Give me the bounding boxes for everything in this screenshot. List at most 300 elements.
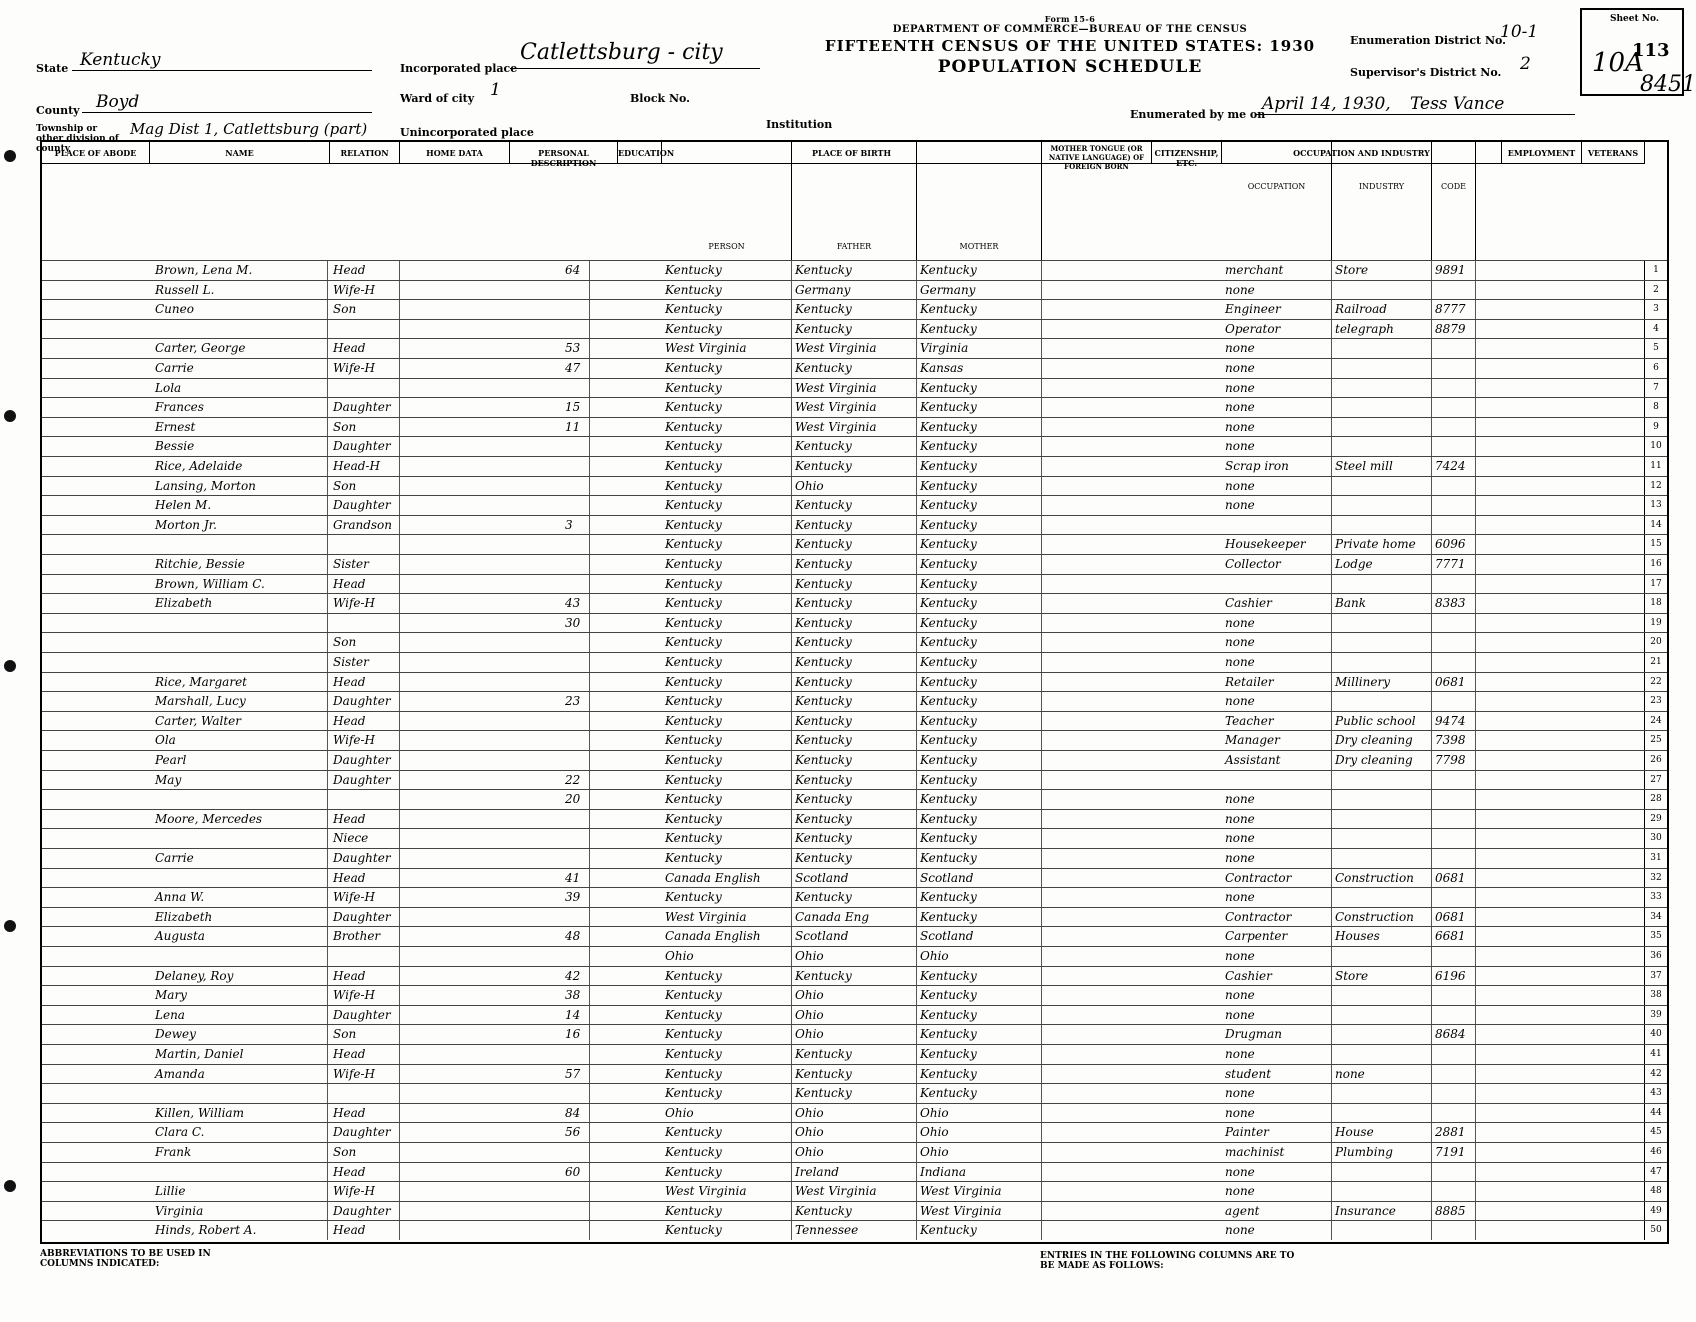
mother-birthplace-cell: Kentucky — [917, 1025, 1042, 1044]
person-birthplace-cell: Kentucky — [662, 300, 792, 319]
age-cell — [562, 379, 590, 398]
line-number: 22 — [1644, 673, 1667, 692]
age-cell — [562, 320, 590, 339]
table-row — [42, 299, 1667, 319]
code-cell: 6096 — [1432, 535, 1476, 554]
industry-cell — [1332, 1006, 1432, 1025]
stamp-number: 113 — [1632, 40, 1670, 61]
age-cell — [562, 829, 590, 848]
name-cell: Clara C. — [152, 1123, 328, 1142]
person-birthplace-cell: Kentucky — [662, 849, 792, 868]
name-cell: Mary — [152, 986, 328, 1005]
occupation-cell: Housekeeper — [1222, 535, 1332, 554]
relation-cell: Head — [330, 339, 400, 358]
table-row — [42, 828, 1667, 848]
mother-birthplace-cell: Kentucky — [917, 790, 1042, 809]
person-birthplace-cell: Kentucky — [662, 516, 792, 535]
line-number: 31 — [1644, 849, 1667, 868]
industry-cell: Dry cleaning — [1332, 731, 1432, 750]
code-cell — [1432, 1065, 1476, 1084]
punch-hole — [4, 920, 16, 932]
code-cell — [1432, 1045, 1476, 1064]
line-number: 15 — [1644, 535, 1667, 554]
person-birthplace-cell: Kentucky — [662, 1065, 792, 1084]
code-cell — [1432, 947, 1476, 966]
occupation-cell: none — [1222, 692, 1332, 711]
father-birthplace-cell: Kentucky — [792, 359, 917, 378]
code-cell: 0681 — [1432, 869, 1476, 888]
line-number: 23 — [1644, 692, 1667, 711]
father-birthplace-cell: Kentucky — [792, 1045, 917, 1064]
person-birthplace-cell: Kentucky — [662, 1123, 792, 1142]
age-cell — [562, 535, 590, 554]
industry-cell: Store — [1332, 261, 1432, 280]
industry-cell — [1332, 947, 1432, 966]
father-birthplace-cell: Germany — [792, 281, 917, 300]
industry-cell — [1332, 1104, 1432, 1123]
name-cell — [152, 614, 328, 633]
name-cell: Frank — [152, 1143, 328, 1162]
relation-cell: Head — [330, 712, 400, 731]
col-code: CODE — [1432, 142, 1476, 260]
line-number: 40 — [1644, 1025, 1667, 1044]
code-cell — [1432, 810, 1476, 829]
relation-cell: Daughter — [330, 1123, 400, 1142]
group-name: NAME — [150, 142, 330, 164]
relation-cell: Niece — [330, 829, 400, 848]
industry-cell — [1332, 281, 1432, 300]
mother-birthplace-cell: Kentucky — [917, 692, 1042, 711]
industry-cell — [1332, 1045, 1432, 1064]
age-cell: 48 — [562, 927, 590, 946]
age-cell — [562, 300, 590, 319]
person-birthplace-cell: Kentucky — [662, 320, 792, 339]
table-row — [42, 534, 1667, 554]
relation-cell: Head — [330, 1221, 400, 1240]
relation-cell: Daughter — [330, 849, 400, 868]
census-title: FIFTEENTH CENSUS OF THE UNITED STATES: 1930 — [824, 37, 1316, 55]
code-cell — [1432, 281, 1476, 300]
relation-cell: Wife-H — [330, 594, 400, 613]
name-cell — [152, 790, 328, 809]
name-cell: Virginia — [152, 1202, 328, 1221]
name-cell — [152, 869, 328, 888]
name-cell: Morton Jr. — [152, 516, 328, 535]
block-label: Block No. — [630, 92, 690, 105]
father-birthplace-cell: Kentucky — [792, 849, 917, 868]
table-row — [42, 554, 1667, 574]
relation-cell: Head — [330, 1104, 400, 1123]
table-row — [42, 750, 1667, 770]
table-row — [42, 574, 1667, 594]
occupation-cell: merchant — [1222, 261, 1332, 280]
line-number: 13 — [1644, 496, 1667, 515]
name-cell: Moore, Mercedes — [152, 810, 328, 829]
name-cell: Martin, Daniel — [152, 1045, 328, 1064]
line-number: 41 — [1644, 1045, 1667, 1064]
father-birthplace-cell: Kentucky — [792, 535, 917, 554]
code-cell — [1432, 849, 1476, 868]
occupation-cell: none — [1222, 281, 1332, 300]
code-cell — [1432, 516, 1476, 535]
code-cell — [1432, 653, 1476, 672]
schedule-title: POPULATION SCHEDULE — [937, 57, 1203, 77]
person-birthplace-cell: West Virginia — [662, 1182, 792, 1201]
code-cell — [1432, 1221, 1476, 1240]
name-cell: Lena — [152, 1006, 328, 1025]
name-cell: Ritchie, Bessie — [152, 555, 328, 574]
age-cell — [562, 575, 590, 594]
table-row — [42, 378, 1667, 398]
father-birthplace-cell: Kentucky — [792, 614, 917, 633]
occupation-cell: none — [1222, 1221, 1332, 1240]
code-cell — [1432, 339, 1476, 358]
age-cell: 11 — [562, 418, 590, 437]
relation-cell: Daughter — [330, 496, 400, 515]
relation-cell: Head-H — [330, 457, 400, 476]
person-birthplace-cell: Kentucky — [662, 281, 792, 300]
father-birthplace-cell: Scotland — [792, 869, 917, 888]
name-cell: Elizabeth — [152, 908, 328, 927]
occupation-cell: none — [1222, 653, 1332, 672]
relation-cell: Daughter — [330, 1006, 400, 1025]
name-cell — [152, 1163, 328, 1182]
industry-cell — [1332, 1025, 1432, 1044]
mother-birthplace-cell: Kentucky — [917, 673, 1042, 692]
name-cell: Rice, Margaret — [152, 673, 328, 692]
industry-cell — [1332, 771, 1432, 790]
table-row — [42, 397, 1667, 417]
relation-cell — [330, 379, 400, 398]
father-birthplace-cell: West Virginia — [792, 418, 917, 437]
person-birthplace-cell: Kentucky — [662, 1025, 792, 1044]
line-number: 33 — [1644, 888, 1667, 907]
line-number: 12 — [1644, 477, 1667, 496]
col-occupation: OCCUPATION — [1222, 142, 1332, 260]
line-number: 47 — [1644, 1163, 1667, 1182]
father-birthplace-cell: Ohio — [792, 1143, 917, 1162]
age-cell: 84 — [562, 1104, 590, 1123]
industry-cell — [1332, 888, 1432, 907]
industry-cell — [1332, 339, 1432, 358]
mother-birthplace-cell: Kentucky — [917, 418, 1042, 437]
occupation-cell: Engineer — [1222, 300, 1332, 319]
name-cell: Lansing, Morton — [152, 477, 328, 496]
mother-birthplace-cell: West Virginia — [917, 1182, 1042, 1201]
table-row — [42, 985, 1667, 1005]
table-row — [42, 1024, 1667, 1044]
occupation-cell: none — [1222, 829, 1332, 848]
code-cell — [1432, 398, 1476, 417]
father-birthplace-cell: Kentucky — [792, 712, 917, 731]
line-number: 8 — [1644, 398, 1667, 417]
age-cell — [562, 849, 590, 868]
table-row — [42, 926, 1667, 946]
mother-birthplace-cell: Scotland — [917, 927, 1042, 946]
occupation-cell: Contractor — [1222, 908, 1332, 927]
group-place-of-abode: PLACE OF ABODE — [42, 142, 150, 164]
person-birthplace-cell: Ohio — [662, 1104, 792, 1123]
age-cell: 38 — [562, 986, 590, 1005]
father-birthplace-cell: Kentucky — [792, 261, 917, 280]
age-cell — [562, 1084, 590, 1103]
relation-cell — [330, 535, 400, 554]
name-cell: Anna W. — [152, 888, 328, 907]
name-cell: Carrie — [152, 849, 328, 868]
industry-cell — [1332, 849, 1432, 868]
group-occupation: OCCUPATION AND INDUSTRY — [1222, 142, 1502, 164]
code-cell: 8885 — [1432, 1202, 1476, 1221]
mother-birthplace-cell: Ohio — [917, 1123, 1042, 1142]
relation-cell: Wife-H — [330, 359, 400, 378]
mother-birthplace-cell: Kentucky — [917, 477, 1042, 496]
occupation-cell: agent — [1222, 1202, 1332, 1221]
person-birthplace-cell: Kentucky — [662, 712, 792, 731]
occupation-cell: none — [1222, 888, 1332, 907]
line-number: 48 — [1644, 1182, 1667, 1201]
code-cell — [1432, 359, 1476, 378]
father-birthplace-cell: Kentucky — [792, 1065, 917, 1084]
occupation-cell — [1222, 516, 1332, 535]
table-row — [42, 1162, 1667, 1182]
industry-cell — [1332, 496, 1432, 515]
age-cell — [562, 712, 590, 731]
mother-birthplace-cell: Kentucky — [917, 535, 1042, 554]
incorporated-label: Incorporated place — [400, 62, 518, 75]
age-cell — [562, 653, 590, 672]
mother-birthplace-cell: Scotland — [917, 869, 1042, 888]
name-cell: Killen, William — [152, 1104, 328, 1123]
relation-cell: Daughter — [330, 398, 400, 417]
occupation-cell: none — [1222, 379, 1332, 398]
line-number: 18 — [1644, 594, 1667, 613]
name-cell — [152, 633, 328, 652]
entries-label: ENTRIES IN THE FOLLOWING COLUMNS ARE TO BE MADE AS FOLLOWS: — [1040, 1251, 1295, 1271]
table-row — [42, 789, 1667, 809]
code-cell: 8777 — [1432, 300, 1476, 319]
father-birthplace-cell: Kentucky — [792, 1202, 917, 1221]
relation-cell: Wife-H — [330, 888, 400, 907]
father-birthplace-cell: Kentucky — [792, 516, 917, 535]
line-number: 26 — [1644, 751, 1667, 770]
code-cell: 7191 — [1432, 1143, 1476, 1162]
line-number: 2 — [1644, 281, 1667, 300]
person-birthplace-cell: Kentucky — [662, 633, 792, 652]
table-row — [42, 730, 1667, 750]
mother-birthplace-cell: Kentucky — [917, 633, 1042, 652]
industry-cell — [1332, 653, 1432, 672]
corner-note: 8451 — [1640, 72, 1696, 97]
line-number: 37 — [1644, 967, 1667, 986]
line-number: 14 — [1644, 516, 1667, 535]
occupation-cell: Cashier — [1222, 967, 1332, 986]
mother-birthplace-cell: Kentucky — [917, 1045, 1042, 1064]
mother-birthplace-cell: Indiana — [917, 1163, 1042, 1182]
industry-cell: Steel mill — [1332, 457, 1432, 476]
table-row — [42, 593, 1667, 613]
line-number: 39 — [1644, 1006, 1667, 1025]
mother-birthplace-cell: Kentucky — [917, 653, 1042, 672]
father-birthplace-cell: Kentucky — [792, 575, 917, 594]
table-row — [42, 907, 1667, 927]
father-birthplace-cell: Ohio — [792, 947, 917, 966]
code-cell — [1432, 633, 1476, 652]
relation-cell: Grandson — [330, 516, 400, 535]
age-cell — [562, 633, 590, 652]
code-cell — [1432, 614, 1476, 633]
table-row — [42, 436, 1667, 456]
father-birthplace-cell: Kentucky — [792, 555, 917, 574]
code-cell: 8383 — [1432, 594, 1476, 613]
industry-cell — [1332, 398, 1432, 417]
code-cell: 6681 — [1432, 927, 1476, 946]
age-cell: 15 — [562, 398, 590, 417]
code-cell: 6196 — [1432, 967, 1476, 986]
punch-hole — [4, 1180, 16, 1192]
sheet-value: 10A — [1592, 48, 1644, 78]
table-row — [42, 456, 1667, 476]
person-birthplace-cell: Kentucky — [662, 888, 792, 907]
occupation-cell: Assistant — [1222, 751, 1332, 770]
code-cell — [1432, 1084, 1476, 1103]
father-birthplace-cell: Kentucky — [792, 692, 917, 711]
table-row — [42, 1083, 1667, 1103]
line-number: 7 — [1644, 379, 1667, 398]
mother-birthplace-cell: Kentucky — [917, 986, 1042, 1005]
relation-cell: Wife-H — [330, 1182, 400, 1201]
mother-birthplace-cell: Kansas — [917, 359, 1042, 378]
mother-birthplace-cell: Kentucky — [917, 457, 1042, 476]
mother-birthplace-cell: Kentucky — [917, 1084, 1042, 1103]
person-birthplace-cell: Kentucky — [662, 1202, 792, 1221]
age-cell — [562, 751, 590, 770]
father-birthplace-cell: Scotland — [792, 927, 917, 946]
relation-cell: Wife-H — [330, 281, 400, 300]
group-personal: PERSONAL DESCRIPTION — [510, 142, 618, 164]
mother-birthplace-cell: Kentucky — [917, 437, 1042, 456]
mother-birthplace-cell: Kentucky — [917, 967, 1042, 986]
code-cell — [1432, 437, 1476, 456]
supervisor-value: 2 — [1520, 54, 1531, 74]
line-number: 35 — [1644, 927, 1667, 946]
mother-birthplace-cell: Ohio — [917, 1143, 1042, 1162]
line-number: 3 — [1644, 300, 1667, 319]
occupation-cell: none — [1222, 614, 1332, 633]
enum-district-label: Enumeration District No. — [1350, 34, 1506, 47]
supervisor-label: Supervisor's District No. — [1350, 66, 1502, 79]
name-cell: Ola — [152, 731, 328, 750]
relation-cell — [330, 1084, 400, 1103]
mother-birthplace-cell: Kentucky — [917, 398, 1042, 417]
unincorporated-label: Unincorporated place — [400, 126, 534, 139]
person-birthplace-cell: Kentucky — [662, 1221, 792, 1240]
father-birthplace-cell: Kentucky — [792, 810, 917, 829]
relation-cell: Head — [330, 1163, 400, 1182]
table-row — [42, 848, 1667, 868]
line-number: 1 — [1644, 261, 1667, 280]
township-label: Township or other division of county — [36, 124, 119, 154]
code-cell — [1432, 575, 1476, 594]
industry-cell — [1332, 986, 1432, 1005]
father-birthplace-cell: Kentucky — [792, 790, 917, 809]
occupation-cell: Drugman — [1222, 1025, 1332, 1044]
occupation-cell: Collector — [1222, 555, 1332, 574]
age-cell — [562, 457, 590, 476]
industry-cell: Dry cleaning — [1332, 751, 1432, 770]
occupation-cell: Manager — [1222, 731, 1332, 750]
occupation-cell: machinist — [1222, 1143, 1332, 1162]
person-birthplace-cell: Kentucky — [662, 575, 792, 594]
relation-cell — [330, 320, 400, 339]
industry-cell: Railroad — [1332, 300, 1432, 319]
occupation-cell: none — [1222, 1045, 1332, 1064]
person-birthplace-cell: Kentucky — [662, 1084, 792, 1103]
industry-cell — [1332, 359, 1432, 378]
father-birthplace-cell: Tennessee — [792, 1221, 917, 1240]
father-birthplace-cell: Kentucky — [792, 437, 917, 456]
occupation-cell: student — [1222, 1065, 1332, 1084]
enumerator-name: Tess Vance — [1410, 94, 1505, 114]
table-row — [42, 476, 1667, 496]
age-cell — [562, 477, 590, 496]
relation-cell: Son — [330, 633, 400, 652]
person-birthplace-cell: Ohio — [662, 947, 792, 966]
form-number: Form 15-6 — [1044, 14, 1096, 24]
name-cell: Carter, George — [152, 339, 328, 358]
code-cell — [1432, 496, 1476, 515]
enumerated-line — [1255, 114, 1575, 115]
occupation-cell: Painter — [1222, 1123, 1332, 1142]
occupation-cell: none — [1222, 477, 1332, 496]
person-birthplace-cell: Canada English — [662, 869, 792, 888]
code-cell: 0681 — [1432, 908, 1476, 927]
person-birthplace-cell: Kentucky — [662, 594, 792, 613]
person-birthplace-cell: Kentucky — [662, 614, 792, 633]
code-cell — [1432, 1104, 1476, 1123]
name-cell: Ernest — [152, 418, 328, 437]
occupation-cell — [1222, 771, 1332, 790]
occupation-cell: none — [1222, 339, 1332, 358]
mother-birthplace-cell: Germany — [917, 281, 1042, 300]
name-cell — [152, 829, 328, 848]
institution-label: Institution — [766, 118, 833, 131]
age-cell: 22 — [562, 771, 590, 790]
name-cell: Dewey — [152, 1025, 328, 1044]
code-cell: 7424 — [1432, 457, 1476, 476]
father-birthplace-cell: West Virginia — [792, 379, 917, 398]
line-number: 50 — [1644, 1221, 1667, 1240]
mother-birthplace-cell: Ohio — [917, 947, 1042, 966]
name-cell: Rice, Adelaide — [152, 457, 328, 476]
line-number: 30 — [1644, 829, 1667, 848]
table-row — [42, 809, 1667, 829]
incorporated-value: Catlettsburg - city — [520, 40, 723, 65]
name-cell — [152, 947, 328, 966]
age-cell — [562, 437, 590, 456]
relation-cell: Son — [330, 477, 400, 496]
person-birthplace-cell: Kentucky — [662, 731, 792, 750]
occupation-cell: none — [1222, 437, 1332, 456]
father-birthplace-cell: West Virginia — [792, 398, 917, 417]
age-cell — [562, 731, 590, 750]
industry-cell — [1332, 437, 1432, 456]
footer — [40, 1245, 1665, 1315]
mother-birthplace-cell: Kentucky — [917, 751, 1042, 770]
name-cell: Lillie — [152, 1182, 328, 1201]
person-birthplace-cell: Kentucky — [662, 398, 792, 417]
line-number: 49 — [1644, 1202, 1667, 1221]
person-birthplace-cell: Kentucky — [662, 1143, 792, 1162]
